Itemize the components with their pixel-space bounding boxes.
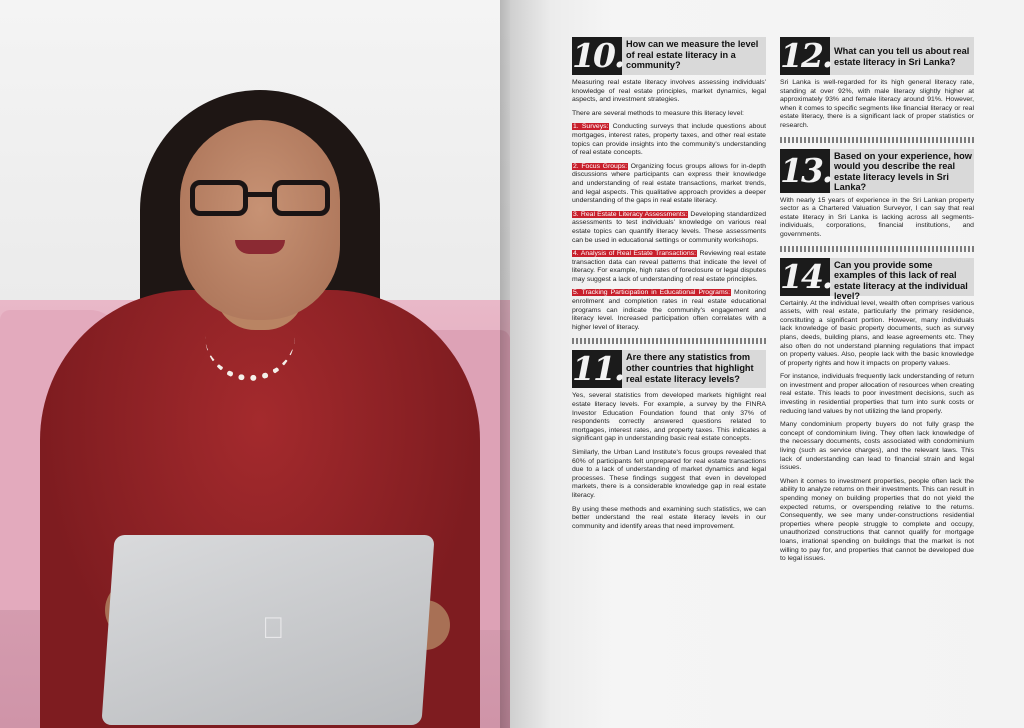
question-11 <box>572 350 766 531</box>
method-label: 4. Analysis of Real Estate Transactions: <box>573 250 696 258</box>
method-item <box>572 163 766 206</box>
question-title: What can you tell us about real estate literacy in Sri Lanka? <box>834 46 970 67</box>
apple-logo-icon <box>262 612 285 646</box>
answer-paragraph: Sri Lanka is well-regarded for its high general literacy rate, standing at over 92%, with male literacy slightly higher at approximately 93% and female literacy around 91%. However, when it comes to specific segments like financial literacy or real estate literacy, there is a significant lack of proper statistics or research. <box>780 79 974 129</box>
question-number: 12. <box>780 36 832 75</box>
question-title: Can you provide some examples of this lack of real estate literacy at the individual level? <box>834 259 968 302</box>
question-header <box>780 37 974 75</box>
answer-paragraph: When it comes to investment properties, people often lack the ability to analyze returns on their investments. This can result in spending money on building properties that do not yield the expected returns, or overspending relative to the returns. Consequently, we see many under-constructions residential properties where people struggle to complete and occupy, unauthorized constructions that cannot qualify for mortgage loans, irrational spending on buildings that the market is not willing to pay for, and properties that cannot be developed due to legal issues. <box>780 477 974 563</box>
method-label: 2. Focus Groups: <box>573 162 627 170</box>
method-item <box>572 289 766 332</box>
question-title: How can we measure the level of real estate literacy in a community? <box>626 39 759 71</box>
page-fold-shadow <box>500 0 510 728</box>
answer-paragraph: With nearly 15 years of experience in the Sri Lankan property sector as a Chartered Valuation Surveyor, I can say that real estate literacy in Sri Lanka is lacking across all segments-individuals, corporations, financial institutions, and governments. <box>780 196 974 238</box>
article-column-left <box>572 37 766 536</box>
method-label: 5. Tracking Participation in Educational Programs: <box>573 289 731 297</box>
method-label: 1. Surveys: <box>573 123 609 131</box>
question-number: 13. <box>780 149 830 193</box>
answer-paragraph: There are several methods to measure this literacy level: <box>572 109 744 117</box>
method-text: Conducting surveys that include questions about mortgages, interest rates, property taxes, and other real estate topics can provide insights into the community's understanding of real estate concepts. <box>572 123 766 157</box>
question-10 <box>572 37 766 332</box>
question-12 <box>780 37 974 131</box>
answer-paragraph: For instance, individuals frequently lack understanding of return on investment and proper allocation of resources when creating real estate. This leads to poor investment decisions, such as investing in residential properties that turn into sunk costs or reducing land values by not utilizing the land properly. <box>780 373 974 415</box>
method-text: Reviewing real estate transaction data can reveal patterns that indicate the level of literacy. For example, high rates of foreclosure or legal disputes may suggest a lack of understanding of real estate principles. <box>572 250 766 283</box>
method-item <box>572 211 766 245</box>
answer-paragraph: Measuring real estate literacy involves assessing individuals' knowledge of real estate principles, market dynamics, legal aspects, and investment strategies. <box>572 79 766 104</box>
section-divider <box>572 338 766 344</box>
answer-paragraph: Similarly, the Urban Land Institute's focus groups revealed that 60% of participants felt unprepared for real estate transactions due to a lack of understanding of market dynamics and legal processes. These findings suggest that even in developed markets, there is a considerable knowledge gap in real estate literacy. <box>572 449 766 499</box>
portrait-photo <box>0 0 510 728</box>
section-divider <box>780 137 974 143</box>
question-header <box>572 350 766 388</box>
question-title: Are there any statistics from other countries that highlight real estate literacy levels? <box>626 352 754 384</box>
question-header <box>572 37 766 75</box>
question-14 <box>780 258 974 564</box>
method-label: 3. Real Estate Literacy Assessments: <box>573 210 688 218</box>
question-title: Based on your experience, how would you describe the real estate literacy levels in Sri Lanka? <box>834 150 972 193</box>
article-column-right <box>780 37 974 569</box>
method-text: Monitoring enrollment and completion rates in real estate educational programs can indicate the community's engagement and literacy level. Increased participation often correlates with a higher level of literacy. <box>572 289 766 331</box>
method-item <box>572 250 766 284</box>
question-13 <box>780 149 974 240</box>
method-text: Organizing focus groups allows for in-depth discussions where participants can express their knowledge and understanding of real estate transactions, market trends, and legal aspects. This qualitative approach provides a deeper understanding of the gaps in real estate literacy. <box>572 162 766 205</box>
question-number: 14. <box>780 256 832 296</box>
photo-smile <box>235 240 285 254</box>
answer-paragraph: Yes, several statistics from developed markets highlight real estate literacy levels. For example, a survey by the FINRA Investor Education Foundation found that only 37% of respondents correctly answered questions related to mortgages, interest rates, and property taxes. This indicates a significant gap in understanding basic real estate concepts. <box>572 392 766 443</box>
question-header <box>780 256 974 302</box>
method-text: Developing standardized assessments to test individuals' knowledge on various real estate topics can quantify literacy levels. These assessments can be used in educational settings or community workshops. <box>572 210 766 244</box>
answer-paragraph: By using these methods and examining such statistics, we can better understand the real estate literacy levels in our community and identify areas that need improvement. <box>572 505 766 530</box>
answer-paragraph: Certainly. At the individual level, wealth often comprises various assets, with real estate, particularly the primary residence, constituting a significant portion. However, many individuals lack knowledge of basic property documents, such as survey plans, deeds, building plans, and lease agreements etc. They also often do not understand planning regulations that impact on property values. Also, people lack with the basic knowledge of property rights and how it impacts on property values. <box>780 299 974 367</box>
question-header <box>780 149 974 193</box>
answer-paragraph: Many condominium property buyers do not fully grasp the concept of condominium living. They often lack knowledge of the necessary documents, costs associated with condominium living (such as service charges), and the relevant laws. This lack of understanding can lead to financial strain and legal issues. <box>780 421 974 472</box>
article-page <box>510 0 1024 728</box>
photo-face <box>180 120 340 320</box>
section-divider <box>780 246 974 252</box>
photo-glasses <box>190 180 330 220</box>
question-number: 10. <box>572 36 624 75</box>
method-item <box>572 123 766 157</box>
question-number: 11. <box>572 349 624 389</box>
